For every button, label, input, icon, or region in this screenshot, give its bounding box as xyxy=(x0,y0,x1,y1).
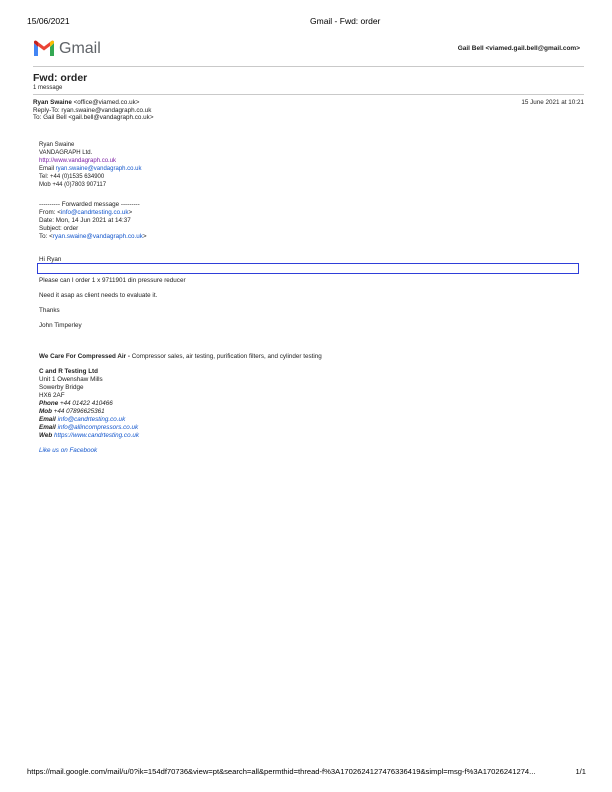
forwarded-header xyxy=(39,201,147,241)
phone-value: +44 01422 410466 xyxy=(58,400,113,407)
sig-mob: Mob +44 (0)7803 907117 xyxy=(39,182,107,188)
mob-label: Mob xyxy=(39,408,52,415)
print-page-number: 1/1 xyxy=(575,767,586,776)
forward-from-label: From: < xyxy=(39,209,61,216)
forward-from-close: > xyxy=(128,209,133,216)
mob-value: +44 07896625361 xyxy=(51,408,105,415)
forward-to-label: To: < xyxy=(39,233,53,240)
body-order-line: Please can I order 1 x 9711901 din pressure reducer xyxy=(39,277,186,284)
reply-to: Reply-To: ryan.swaine@vandagraph.co.uk xyxy=(33,107,152,114)
forward-separator: ---------- Forwarded message --------- xyxy=(39,201,140,208)
company-email2 xyxy=(39,424,139,432)
sig-email-line xyxy=(39,165,141,173)
account-email: Gail Bell <viamed.gail.bell@gmail.com> xyxy=(457,45,580,52)
to-line: To: Gail Bell <gail.bell@vandagraph.co.uk> xyxy=(33,114,154,121)
company-web xyxy=(39,432,139,440)
header-divider xyxy=(33,66,584,67)
body-sender: John Timperley xyxy=(39,322,82,329)
gmail-m-icon xyxy=(33,40,55,57)
sig-company: VANDAGRAPH Ltd. xyxy=(39,150,93,156)
company-name: C and R Testing Ltd xyxy=(39,368,98,375)
forward-to-email-link[interactable]: ryan.swaine@vandagraph.co.uk xyxy=(52,233,143,240)
tagline-text: Compressor sales, air testing, purification filters, and cylinder testing xyxy=(131,353,322,360)
sig-email-link[interactable]: ryan.swaine@vandagraph.co.uk xyxy=(55,166,142,172)
company-signature xyxy=(39,368,139,440)
forward-to-close: > xyxy=(142,233,147,240)
phone-label: Phone xyxy=(39,400,59,407)
thread-subject: Fwd: order xyxy=(33,72,88,84)
sig-name: Ryan Swaine xyxy=(39,142,75,148)
email1-link[interactable]: info@candrtesting.co.uk xyxy=(57,416,126,423)
forward-to xyxy=(39,233,147,241)
company-addr2: Sowerby Bridge xyxy=(39,384,84,391)
from-email: <office@viamed.co.uk> xyxy=(73,99,140,106)
company-tagline xyxy=(39,353,322,360)
body-thanks: Thanks xyxy=(39,307,60,314)
body-greeting: Hi Ryan xyxy=(39,256,62,263)
print-date: 15/06/2021 xyxy=(27,16,70,26)
forward-subject: Subject: order xyxy=(39,225,79,232)
message-count: 1 message xyxy=(33,85,63,91)
forward-from xyxy=(39,209,147,217)
email2-link[interactable]: info@allincompressors.co.uk xyxy=(57,424,139,431)
message-from xyxy=(33,99,139,106)
company-phone xyxy=(39,400,139,408)
vandagraph-signature xyxy=(39,141,141,189)
email2-label: Email xyxy=(39,424,56,431)
sig-tel: Tel: +44 (0)1535 634900 xyxy=(39,174,105,180)
company-mob xyxy=(39,408,139,416)
forward-from-email-link[interactable]: info@candrtesting.co.uk xyxy=(60,209,129,216)
sig-website-link[interactable]: http://www.vandagraph.co.uk xyxy=(39,158,117,164)
company-email1 xyxy=(39,416,139,424)
print-url: https://mail.google.com/mail/u/0?ik=154df70736&view=pt&search=all&permthid=thread-f%3A1702624127476336419&simpl=msg-f%3A17026241274... xyxy=(27,767,536,776)
web-label: Web xyxy=(39,432,53,439)
subject-divider xyxy=(33,94,584,95)
facebook-link[interactable]: Like us on Facebook xyxy=(39,447,98,454)
email1-label: Email xyxy=(39,416,56,423)
web-link[interactable]: https://www.candrtesting.co.uk xyxy=(53,432,139,439)
company-addr3: HX6 2AF xyxy=(39,392,65,399)
sig-email-label: Email xyxy=(39,166,56,172)
message-date: 15 June 2021 at 10:21 xyxy=(521,99,584,106)
print-title: Gmail - Fwd: order xyxy=(310,16,381,26)
highlight-box xyxy=(37,263,579,274)
from-name: Ryan Swaine xyxy=(33,99,72,106)
gmail-wordmark: Gmail xyxy=(59,40,101,57)
body-urgency-line: Need it asap as client needs to evaluate it. xyxy=(39,292,158,299)
forward-date: Date: Mon, 14 Jun 2021 at 14:37 xyxy=(39,217,131,224)
tagline-bold: We Care For Compressed Air - xyxy=(39,353,132,360)
company-addr1: Unit 1 Owenshaw Mills xyxy=(39,376,103,383)
